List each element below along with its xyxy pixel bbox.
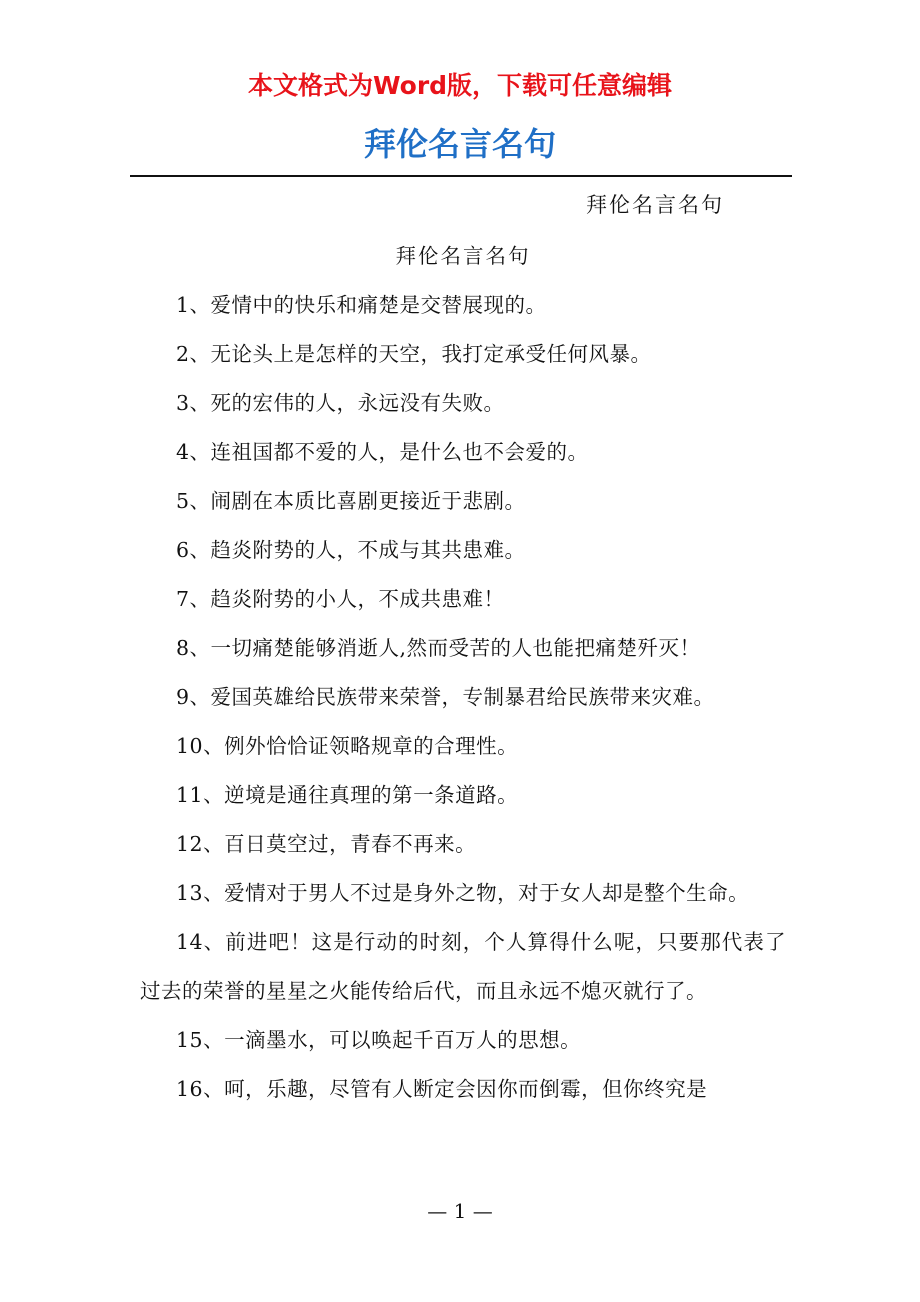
document-title: 拜伦名言名句 — [363, 125, 556, 163]
quote-item: 12、百日莫空过，青春不再来。 — [176, 832, 477, 856]
header-divider — [130, 175, 792, 177]
quote-item: 5、闹剧在本质比喜剧更接近于悲剧。 — [176, 489, 526, 513]
quote-item: 9、爱国英雄给民族带来荣誉，专制暴君给民族带来灾难。 — [176, 685, 715, 709]
quote-item: 1、爱情中的快乐和痛楚是交替展现的。 — [176, 293, 547, 317]
quote-item: 16、呵，乐趣，尽管有人断定会因你而倒霉，但你终究是 — [176, 1077, 708, 1101]
running-header: 拜伦名言名句 — [586, 193, 724, 217]
download-banner: 本文格式为Word版，下载可任意编辑 — [247, 71, 673, 100]
quote-item: 14、前进吧！这是行动的时刻，个人算得什么呢，只要那代表了过去的荣誉的星星之火能传给后代，而且永远不熄灭就行了。 — [140, 930, 786, 1003]
quote-item: 13、爱情对于男人不过是身外之物，对于女人却是整个生命。 — [176, 881, 750, 905]
quote-item: 8、一切痛楚能够消逝人,然而受苦的人也能把痛楚歼灭！ — [176, 636, 701, 660]
quote-item: 4、连祖国都不爱的人，是什么也不会爱的。 — [176, 440, 589, 464]
quote-item: 11、逆境是通往真理的第一条道路。 — [176, 783, 519, 807]
quote-item: 2、无论头上是怎样的天空，我打定承受任何风暴。 — [176, 342, 652, 366]
quote-item: 3、死的宏伟的人，永远没有失败。 — [176, 391, 505, 415]
body-subtitle: 拜伦名言名句 — [395, 244, 531, 268]
page-number: — 1 — — [427, 1199, 493, 1223]
quote-item: 6、趋炎附势的人，不成与其共患难。 — [176, 538, 526, 562]
quote-item: 7、趋炎附势的小人，不成共患难！ — [176, 587, 505, 611]
quote-item: 15、一滴墨水，可以唤起千百万人的思想。 — [176, 1028, 582, 1052]
document-body — [140, 232, 786, 1114]
quote-item: 10、例外恰恰证领略规章的合理性。 — [176, 734, 519, 758]
